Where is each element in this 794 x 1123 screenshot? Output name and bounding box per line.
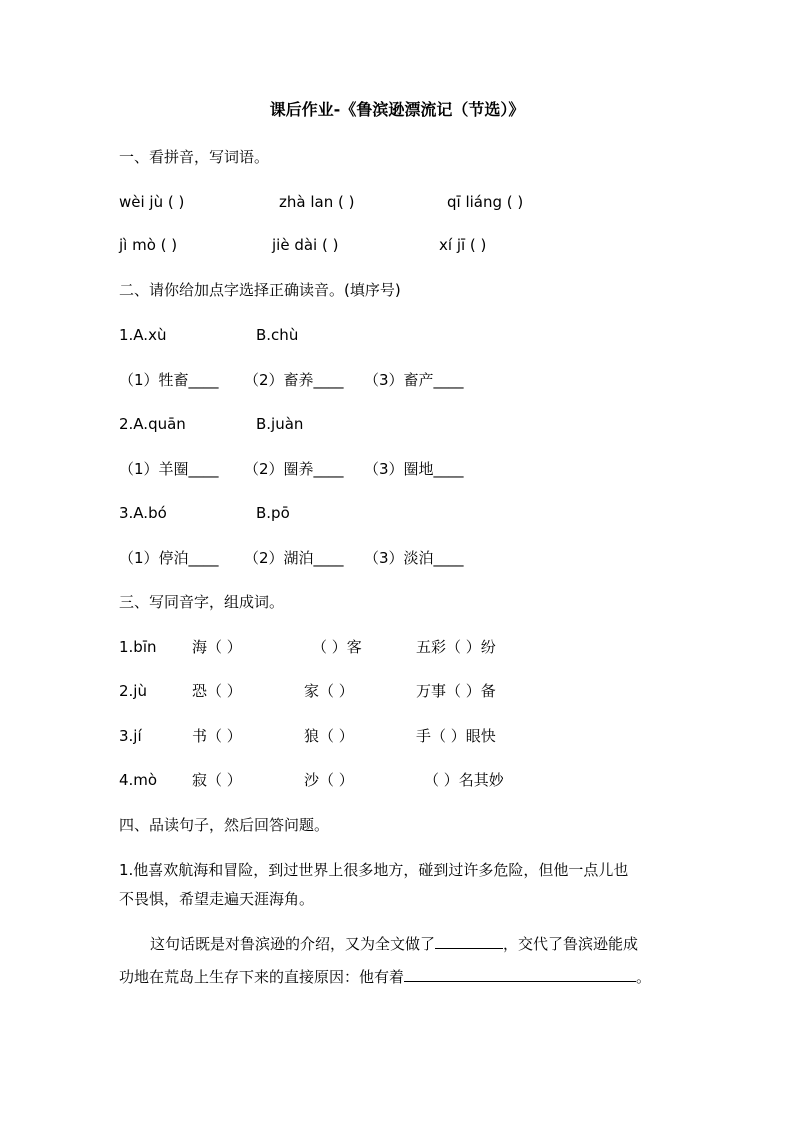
homophone-number: 4.mò — [119, 771, 158, 789]
homophone-word: 书（ ） — [192, 727, 242, 745]
homophone-word: 沙（ ） — [304, 771, 354, 789]
section-2-heading: 二、请你给加点字选择正确读音。(填序号) — [119, 281, 401, 299]
section-4-heading: 四、品读句子，然后回答问题。 — [119, 816, 330, 834]
homophone-word: （ ）名其妙 — [424, 771, 504, 789]
homophone-word: 狼（ ） — [304, 727, 354, 745]
answer-line-1 — [150, 933, 638, 955]
answer-line-2 — [119, 966, 651, 988]
answer-text: 。 — [636, 968, 652, 986]
homophone-number: 1.bīn — [119, 638, 157, 656]
option-a: 1.A.xù — [119, 326, 167, 344]
homophone-number: 2.jù — [119, 682, 147, 700]
reading-item: （1）羊圈____ — [119, 460, 219, 478]
reading-item: （2）畜养____ — [244, 371, 344, 389]
reading-item: （3）畜产____ — [364, 371, 464, 389]
reading-item: （2）湖泊____ — [244, 549, 344, 567]
quoted-sentence-line: 不畏惧，希望走遍天涯海角。 — [119, 890, 315, 908]
homophone-word: 家（ ） — [304, 682, 354, 700]
option-a: 2.A.quān — [119, 415, 186, 433]
homophone-number: 3.jí — [119, 727, 142, 745]
page-title: 课后作业-《鲁滨逊漂流记（节选）》 — [269, 100, 525, 119]
homophone-word: （ ）客 — [312, 638, 362, 656]
answer-blank[interactable] — [404, 967, 636, 982]
answer-text: ，交代了鲁滨逊能成 — [503, 935, 639, 953]
answer-blank[interactable] — [435, 934, 503, 949]
homophone-word: 手（ ）眼快 — [416, 727, 496, 745]
reading-item: （2）圈养____ — [244, 460, 344, 478]
reading-item: （3）淡泊____ — [364, 549, 464, 567]
homophone-word: 寂（ ） — [192, 771, 242, 789]
option-b: B.pō — [256, 504, 290, 522]
reading-item: （3）圈地____ — [364, 460, 464, 478]
option-a: 3.A.bó — [119, 504, 167, 522]
reading-item: （1）牲畜____ — [119, 371, 219, 389]
pinyin-item: qī liáng ( ) — [447, 193, 524, 211]
answer-text: 这句话既是对鲁滨逊的介绍，又为全文做了 — [150, 935, 436, 953]
homophone-word: 五彩（ ）纷 — [416, 638, 496, 656]
answer-text: 功地在荒岛上生存下来的直接原因：他有着 — [119, 968, 405, 986]
homophone-word: 恐（ ） — [192, 682, 242, 700]
quoted-sentence-line: 1.他喜欢航海和冒险，到过世界上很多地方，碰到过许多危险，但他一点儿也 — [119, 861, 629, 879]
homophone-word: 万事（ ）备 — [416, 682, 496, 700]
option-b: B.juàn — [256, 415, 304, 433]
pinyin-item: xí jī ( ) — [439, 236, 487, 254]
reading-item: （1）停泊____ — [119, 549, 219, 567]
section-3-heading: 三、写同音字，组成词。 — [119, 593, 285, 611]
pinyin-item: jiè dài ( ) — [272, 236, 339, 254]
section-1-heading: 一、看拼音，写词语。 — [119, 148, 270, 166]
pinyin-item: wèi jù ( ) — [119, 193, 185, 211]
homophone-word: 海（ ） — [192, 638, 242, 656]
pinyin-item: zhà lan ( ) — [279, 193, 355, 211]
option-b: B.chù — [256, 326, 299, 344]
pinyin-item: jì mò ( ) — [119, 236, 178, 254]
